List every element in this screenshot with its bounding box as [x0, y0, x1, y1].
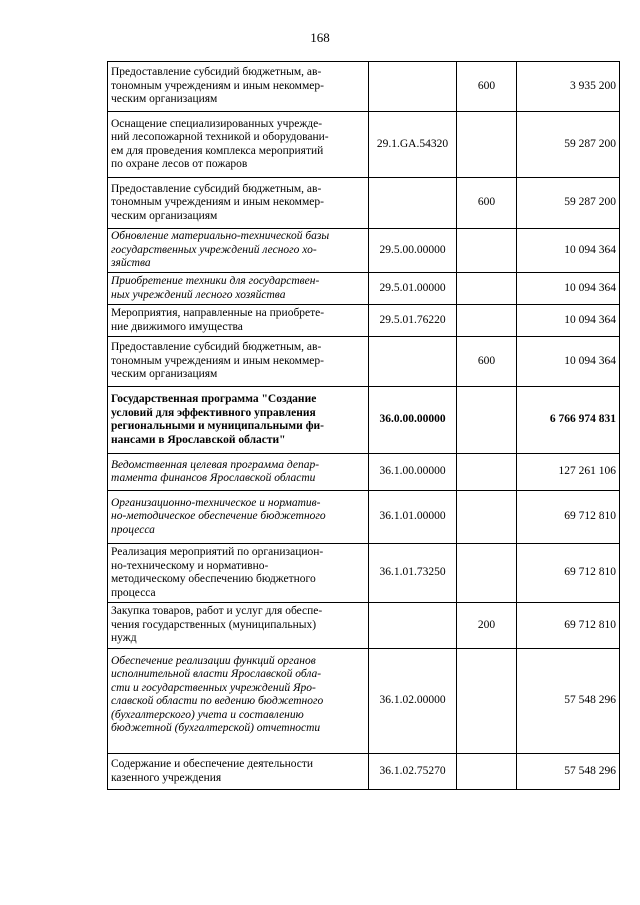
- row-code: 36.1.02.00000: [369, 649, 457, 754]
- row-amount: 3 935 200: [517, 62, 620, 112]
- row-code: 29.5.00.00000: [369, 229, 457, 273]
- row-amount: 10 094 364: [517, 305, 620, 337]
- row-code: 36.1.00.00000: [369, 454, 457, 491]
- row-expense-type: [457, 491, 517, 544]
- row-name: Ведомственная целевая программа депар- тамента финансов Ярославской области: [108, 454, 369, 491]
- row-name: Обновление материально-технической базы государственных учреждений лесного хо- зяйства: [108, 229, 369, 273]
- row-name: Предоставление субсидий бюджетным, ав- тономным учреждениям и иным некоммер- ческим организациям: [108, 62, 369, 112]
- row-code: 36.1.02.75270: [369, 754, 457, 790]
- page-number: 168: [310, 30, 330, 45]
- row-amount: 10 094 364: [517, 229, 620, 273]
- table-row: [108, 229, 620, 273]
- row-code: [369, 178, 457, 229]
- row-amount: 57 548 296: [517, 649, 620, 754]
- budget-table-body: [108, 62, 620, 790]
- row-name: Содержание и обеспечение деятельности казенного учреждения: [108, 754, 369, 790]
- row-expense-type: [457, 649, 517, 754]
- row-name: Оснащение специализированных учрежде- ний лесопожарной техникой и оборудовани- ем для проведения комплекса мероприятий по охране лесов от пожаров: [108, 112, 369, 178]
- row-code: [369, 62, 457, 112]
- row-name: Мероприятия, направленные на приобрете- ние движимого имущества: [108, 305, 369, 337]
- table-row: [108, 112, 620, 178]
- row-name: Обеспечение реализации функций органов исполнительной власти Ярославской обла- сти и государственных учреждений Яро- славской области по ведению бюджетного (бухгалтерского) учета и составлению бюджетной (бухгалтерской) отчетности: [108, 649, 369, 754]
- row-code: 36.0.00.00000: [369, 387, 457, 454]
- row-expense-type: [457, 544, 517, 603]
- row-code: 36.1.01.00000: [369, 491, 457, 544]
- budget-table: [107, 61, 620, 790]
- row-name: Закупка товаров, работ и услуг для обеспе- чения государственных (муниципальных) нужд: [108, 603, 369, 649]
- table-row: [108, 305, 620, 337]
- table-row: [108, 754, 620, 790]
- row-expense-type: 600: [457, 62, 517, 112]
- row-code: 29.1.GA.54320: [369, 112, 457, 178]
- row-expense-type: [457, 112, 517, 178]
- row-amount: 6 766 974 831: [517, 387, 620, 454]
- row-expense-type: [457, 305, 517, 337]
- row-expense-type: [457, 229, 517, 273]
- table-row: [108, 454, 620, 491]
- row-amount: 59 287 200: [517, 112, 620, 178]
- row-code: [369, 603, 457, 649]
- table-row: [108, 387, 620, 454]
- row-code: [369, 337, 457, 387]
- table-row: [108, 178, 620, 229]
- row-amount: 127 261 106: [517, 454, 620, 491]
- table-row: [108, 491, 620, 544]
- row-code: 29.5.01.76220: [369, 305, 457, 337]
- row-expense-type: 600: [457, 178, 517, 229]
- row-name: Государственная программа "Создание условий для эффективного управления региональными и муниципальными фи- нансами в Ярославской области": [108, 387, 369, 454]
- row-name: Организационно-техническое и норматив- но-методическое обеспечение бюджетного процесса: [108, 491, 369, 544]
- row-amount: 69 712 810: [517, 544, 620, 603]
- row-name: Приобретение техники для государствен- ных учреждений лесного хозяйства: [108, 273, 369, 305]
- row-amount: 10 094 364: [517, 337, 620, 387]
- row-expense-type: 200: [457, 603, 517, 649]
- row-expense-type: [457, 273, 517, 305]
- row-name: Предоставление субсидий бюджетным, ав- тономным учреждениям и иным некоммер- ческим организациям: [108, 337, 369, 387]
- row-amount: 10 094 364: [517, 273, 620, 305]
- table-row: [108, 544, 620, 603]
- table-row: [108, 337, 620, 387]
- table-row: [108, 649, 620, 754]
- row-name: Реализация мероприятий по организацион- но-техническому и нормативно- методическому обеспечению бюджетного процесса: [108, 544, 369, 603]
- table-row: [108, 273, 620, 305]
- row-code: 36.1.01.73250: [369, 544, 457, 603]
- row-amount: 57 548 296: [517, 754, 620, 790]
- row-amount: 59 287 200: [517, 178, 620, 229]
- table-row: [108, 62, 620, 112]
- row-expense-type: [457, 454, 517, 491]
- row-amount: 69 712 810: [517, 491, 620, 544]
- row-code: 29.5.01.00000: [369, 273, 457, 305]
- row-expense-type: [457, 754, 517, 790]
- row-expense-type: [457, 387, 517, 454]
- table-row: [108, 603, 620, 649]
- row-name: Предоставление субсидий бюджетным, ав- тономным учреждениям и иным некоммер- ческим организациям: [108, 178, 369, 229]
- row-expense-type: 600: [457, 337, 517, 387]
- row-amount: 69 712 810: [517, 603, 620, 649]
